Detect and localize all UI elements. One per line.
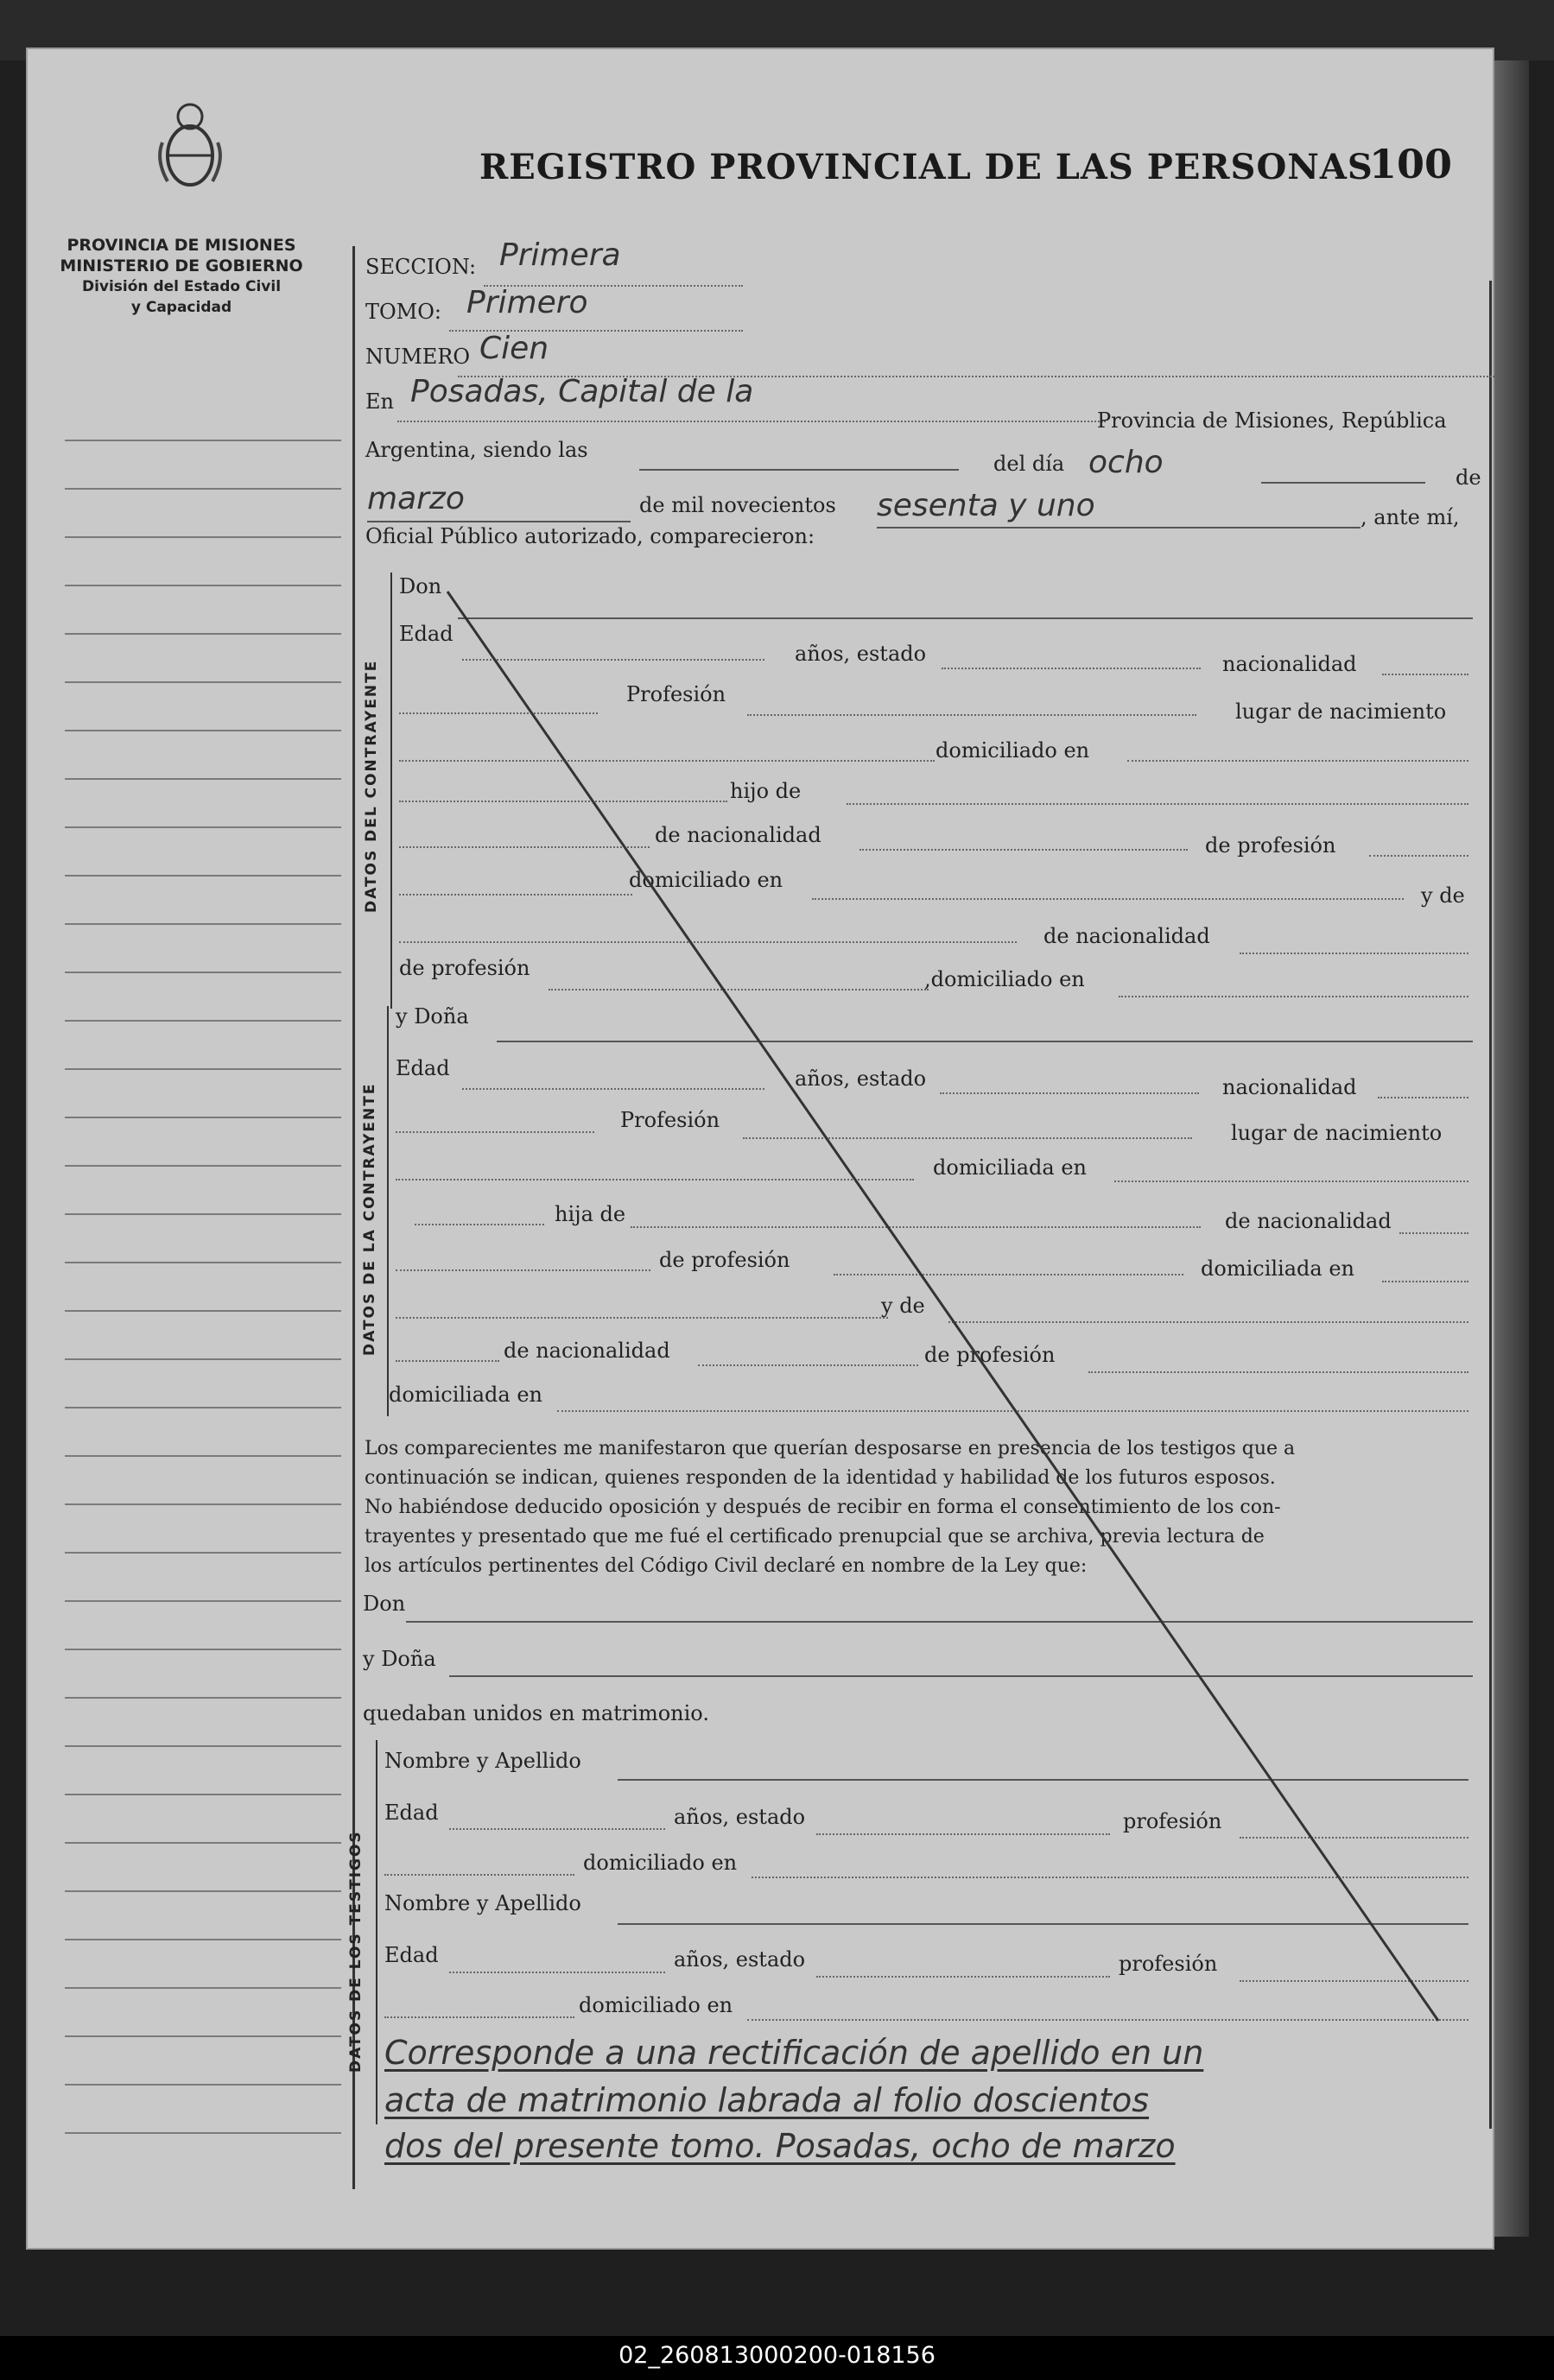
domiciliada-2-label: domiciliada en	[1201, 1256, 1354, 1281]
nacionalidad-label: nacionalidad	[1222, 652, 1357, 676]
decl-y-dona-label: y Doña	[363, 1647, 436, 1671]
numero-value: Cien	[479, 331, 549, 366]
declaration-line-5: los artículos pertinentes del Código Civil declaré en nombre de la Ley que:	[365, 1555, 1088, 1577]
hija-de-label: hija de	[555, 1202, 626, 1226]
declaration-line-1: Los comparecientes me manifestaron que querían desposarse en presencia de los testigos que a	[365, 1438, 1296, 1459]
annotation-line-1: Corresponde a una rectificación de apellido en un	[384, 2034, 1204, 2072]
lugar-value: Posadas, Capital de la	[410, 374, 754, 409]
testigo-1-anios-label: años, estado	[674, 1805, 806, 1829]
cancellation-stroke	[26, 47, 1494, 2250]
declaration-line-3: No habiéndose deducido oposición y después de recibir en forma el consentimiento de los con-	[365, 1497, 1281, 1518]
mes-value: marzo	[367, 481, 465, 516]
del-dia-label: del día	[993, 452, 1065, 476]
profesion-label: Profesión	[626, 682, 726, 706]
register-page	[26, 47, 1494, 2250]
de-nacionalidad-label: de nacionalidad	[655, 823, 821, 847]
ministry-line-2: MINISTERIO DE GOBIERNO	[60, 256, 303, 275]
dia-value: ocho	[1088, 445, 1164, 480]
edad-label: Edad	[399, 622, 454, 646]
domiciliado-3-label: ,domiciliado en	[924, 967, 1085, 991]
de-nacionalidad-2-label: de nacionalidad	[1043, 924, 1210, 948]
argentina-text: Argentina, siendo las	[365, 438, 588, 462]
declaration-line-4: trayentes y presentado que me fué el certificado prenupcial que se archiva, previa lectura de	[365, 1526, 1265, 1548]
contrayente-section-label: DATOS DEL CONTRAYENTE	[363, 659, 380, 913]
testigos-section-label: DATOS DE LOS TESTIGOS	[347, 1830, 365, 2073]
de-profesion-3-label: de profesión	[659, 1248, 790, 1272]
testigo-2-nombre-label: Nombre y Apellido	[384, 1891, 581, 1915]
de-profesion-label: de profesión	[1205, 833, 1336, 858]
ante-mi-text: , ante mí,	[1361, 505, 1460, 529]
ministry-line-3: División del Estado Civil	[81, 278, 282, 295]
decl-don-label: Don	[363, 1592, 406, 1616]
ministry-block	[52, 235, 311, 318]
annotation-line-3: dos del presente tomo. Posadas, ocho de marzo	[384, 2127, 1176, 2165]
quedaban-text: quedaban unidos en matrimonio.	[363, 1701, 709, 1725]
testigo-1-domiciliado-label: domiciliado en	[583, 1851, 738, 1875]
ministry-line-1: PROVINCIA DE MISIONES	[67, 236, 296, 255]
en-label: En	[365, 389, 394, 414]
domiciliado-2-label: domiciliado en	[629, 868, 783, 892]
testigo-1-profesion-label: profesión	[1123, 1809, 1222, 1833]
numero-label: NUMERO	[365, 345, 471, 369]
profesion-2-label: Profesión	[620, 1108, 720, 1132]
anios-estado-label: años, estado	[795, 642, 927, 666]
de-nacionalidad-4-label: de nacionalidad	[504, 1339, 670, 1363]
provincia-text: Provincia de Misiones, República	[1097, 408, 1447, 433]
domiciliado-label: domiciliado en	[936, 738, 1090, 763]
lugar-nacimiento-2-label: lugar de nacimiento	[1231, 1121, 1443, 1145]
tomo-label: TOMO:	[365, 300, 442, 324]
anio-value: sesenta y uno	[877, 488, 1095, 523]
lugar-nacimiento-label: lugar de nacimiento	[1235, 699, 1447, 724]
seccion-label: SECCION:	[365, 255, 477, 279]
anios-estado-2-label: años, estado	[795, 1067, 927, 1091]
testigo-1-nombre-label: Nombre y Apellido	[384, 1749, 581, 1773]
domiciliada-label: domiciliada en	[933, 1155, 1087, 1180]
oficial-text: Oficial Público autorizado, comparecieron:	[365, 524, 815, 548]
domiciliada-3-label: domiciliada en	[389, 1383, 542, 1407]
testigo-2-domiciliado-label: domiciliado en	[579, 1993, 733, 2017]
testigo-2-anios-label: años, estado	[674, 1947, 806, 1972]
contrayenta-section-label: DATOS DE LA CONTRAYENTE	[361, 1082, 378, 1356]
annotation-line-2: acta de matrimonio labrada al folio doscientos	[384, 2081, 1150, 2119]
de-nacionalidad-3-label: de nacionalidad	[1225, 1209, 1392, 1233]
ministry-line-4: y Capacidad	[130, 299, 232, 316]
y-dona-label: y Doña	[396, 1004, 469, 1029]
page-number: 100	[1369, 141, 1453, 187]
footer-code: 02_260813000200-018156	[618, 2342, 936, 2369]
hijo-de-label: hijo de	[730, 779, 802, 803]
tomo-value: Primero	[466, 285, 588, 320]
edad-2-label: Edad	[396, 1056, 450, 1080]
testigo-2-profesion-label: profesión	[1119, 1952, 1218, 1976]
y-de-2-label: y de	[881, 1294, 925, 1318]
de-profesion-4-label: de profesión	[924, 1343, 1056, 1367]
testigo-2-edad-label: Edad	[384, 1943, 439, 1967]
y-de-label: y de	[1421, 883, 1465, 908]
seccion-value: Primera	[499, 237, 621, 273]
de-profesion-2-label: de profesión	[399, 956, 530, 980]
de-label: de	[1456, 465, 1481, 490]
don-label: Don	[399, 574, 442, 598]
nacionalidad-2-label: nacionalidad	[1222, 1075, 1357, 1099]
mil-text: de mil novecientos	[639, 493, 836, 517]
testigo-1-edad-label: Edad	[384, 1801, 439, 1825]
declaration-line-2: continuación se indican, quienes responden de la identidad y habilidad de los futuros esposos.	[365, 1467, 1276, 1489]
register-title: REGISTRO PROVINCIAL DE LAS PERSONAS	[479, 147, 1373, 187]
